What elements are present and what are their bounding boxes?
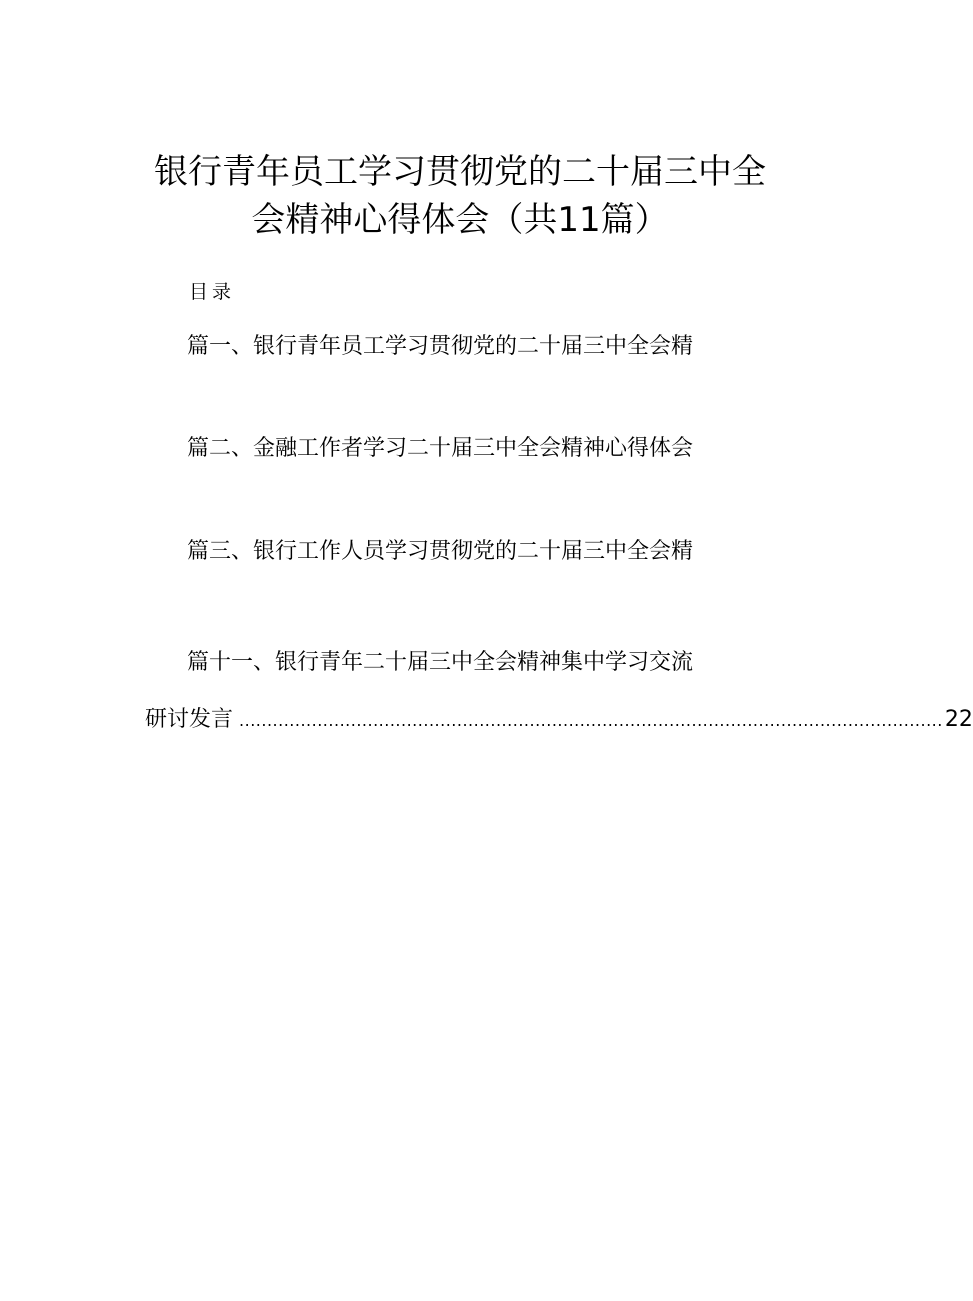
toc-item-11[interactable]: 篇十一、银行青年二十届三中全会精神集中学习交流: [187, 650, 694, 675]
toc-item-2[interactable]: 篇二、金融工作者学习二十届三中全会精神心得体会: [187, 436, 694, 461]
toc-item-11-continuation[interactable]: [145, 705, 973, 736]
toc-heading: 目录: [189, 281, 236, 303]
toc-item-11-continuation-text: 研讨发言: [145, 707, 234, 732]
document-title-line-1: 银行青年员工学习贯彻党的二十届三中全: [154, 152, 766, 192]
toc-page-number: 22: [944, 707, 973, 732]
document-title-line-2: 会精神心得体会（共11篇）: [251, 200, 669, 240]
toc-dot-leader: ..............................................................................................................................: [239, 711, 943, 730]
toc-item-3[interactable]: 篇三、银行工作人员学习贯彻党的二十届三中全会精: [187, 539, 694, 564]
toc-item-1[interactable]: 篇一、银行青年员工学习贯彻党的二十届三中全会精: [187, 334, 694, 359]
